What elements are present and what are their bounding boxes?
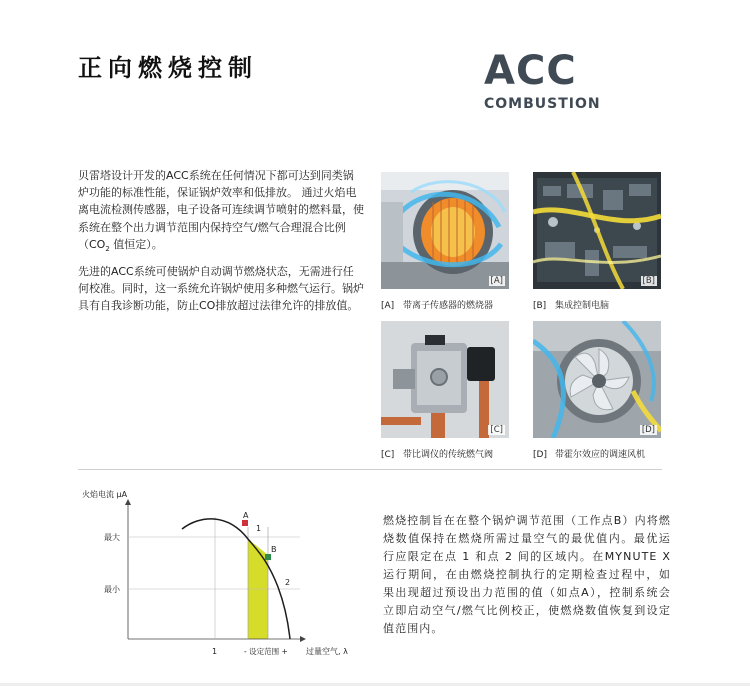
photo-burner xyxy=(381,172,509,289)
photo-tag: [C] xyxy=(490,425,503,435)
point-b-marker xyxy=(265,554,271,560)
page-title: 正向燃烧控制 xyxy=(78,54,258,82)
intro-paragraph-1: 贝雷塔设计开发的ACC系统在任何情况下都可达到同类锅炉功能的标准性能，保证锅炉效率和低排放。 通过火焰电离电流检测传感器，电子设备可连续调节喷射的燃料量，使系统在整个出力调节范围内保持空气/燃气合理混合比例（$CO_2$ 值恒定）。 xyxy=(78,169,364,253)
y-axis-arrow xyxy=(125,499,131,505)
y-axis-label: 火焰电流 μA xyxy=(82,490,128,499)
acc-combustion-logo xyxy=(424,48,604,118)
intro-paragraph-2: 先进的ACC系统可使锅炉自动调节燃烧状态，无需进行任何校准。同时，这一系统允许锅炉使用多种燃气运行。锅炉具有自我诊断功能，防止CO排放超过法律允许的排放值。 xyxy=(78,265,364,313)
caption-c: [C] 带比调仪的传统燃气阀 xyxy=(381,450,494,460)
logo-combustion-text: COMBUSTION xyxy=(484,96,601,112)
section-divider xyxy=(78,469,662,470)
y-tick-min: 最小 xyxy=(104,585,120,594)
caption-b: [B] 集成控制电脑 xyxy=(533,301,610,311)
logo-acc-text: ACC xyxy=(484,48,577,94)
caption-d: [D] 带霍尔效应的调速风机 xyxy=(533,450,646,460)
point-a-label: A xyxy=(243,511,249,520)
photo-tag: [D] xyxy=(641,425,655,435)
y-tick-max: 最大 xyxy=(104,533,120,542)
x-tick-1: 1 xyxy=(212,647,218,656)
flame-current-chart xyxy=(78,487,368,667)
point-b-label: B xyxy=(271,545,277,554)
range-label: - 设定范围 + xyxy=(244,647,288,656)
photo-tag: [A] xyxy=(490,276,503,286)
point-a-marker xyxy=(242,520,248,526)
photo-control-board xyxy=(533,172,661,289)
x-axis-arrow xyxy=(300,636,306,642)
marker-1-label: 1 xyxy=(256,524,262,533)
photo-fan xyxy=(533,321,661,438)
marker-2-label: 2 xyxy=(285,578,291,587)
photo-gas-valve xyxy=(381,321,509,438)
x-axis-label: 过量空气, λ xyxy=(306,647,348,656)
caption-a: [A] 带离子传感器的燃烧器 xyxy=(381,301,494,311)
photo-tag: [B] xyxy=(642,276,655,286)
description-paragraph: 燃烧控制旨在在整个锅炉调节范围（工作点B）内将燃烧数值保持在燃烧所需过量空气的最优值内。最优运行应限定在点 1 和点 2 间的区域内。在MYNUTE X运行期间，在由燃烧控制执行的定期检查过程中，如果出现超过预设出力范围的值（如点A），控制系统会立即启动空气/燃气比例校正，使燃烧数值恢复到设定值范围内。 xyxy=(383,514,671,635)
flame-logo-icon xyxy=(424,52,474,116)
